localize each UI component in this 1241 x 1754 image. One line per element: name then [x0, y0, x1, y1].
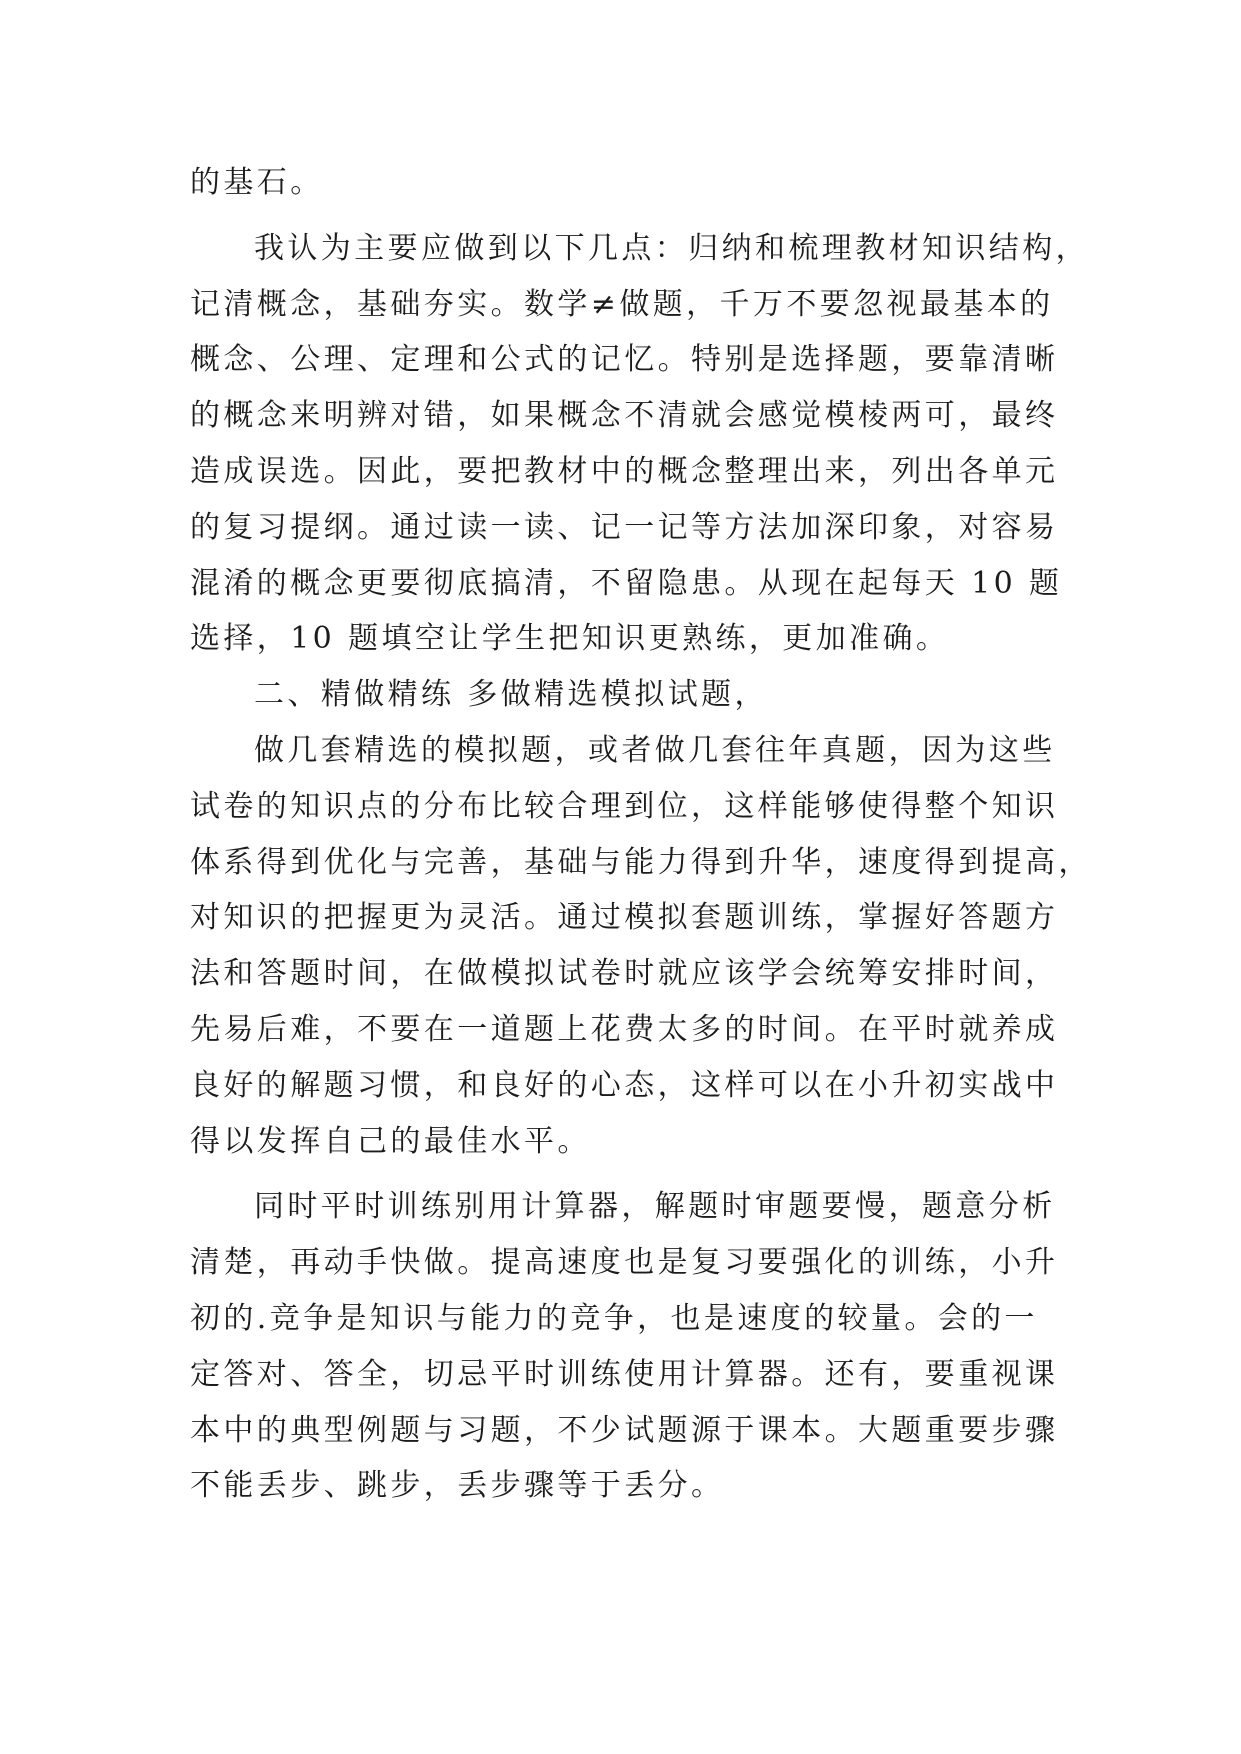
- document-body: [190, 155, 1092, 1514]
- text-line: 造成误选。因此，要把教材中的概念整理出来，列出各单元: [190, 453, 1059, 489]
- text-line: 清楚，再动手快做。提高速度也是复习要强化的训练，小升: [190, 1245, 1059, 1281]
- text-line: 先易后难，不要在一道题上花费太多的时间。在平时就养成: [190, 1011, 1059, 1047]
- text-line: 不能丢步、跳步，丢步骤等于丢分。: [190, 1468, 725, 1504]
- text-line: 体系得到优化与完善，基础与能力得到升华，速度得到提高，: [190, 844, 1092, 880]
- text-line: 混淆的概念更要彻底搞清，不留隐患。从现在起每天 10 题: [190, 565, 1063, 601]
- text-line: 的基石。: [190, 165, 324, 200]
- text-line: 试卷的知识点的分布比较合理到位，这样能够使得整个知识: [190, 788, 1059, 824]
- text-line: 法和答题时间，在做模拟试卷时就应该学会统筹安排时间，: [190, 956, 1059, 992]
- text-line: 初的.竞争是知识与能力的竞争，也是速度的较量。会的一: [190, 1300, 1038, 1336]
- section-heading: 二、精做精练 多做精选模拟试题，: [254, 677, 768, 713]
- text-line: 概念、公理、定理和公式的记忆。特别是选择题，要靠清晰: [190, 342, 1059, 378]
- paragraph-start-line: 同时平时训练别用计算器，解题时审题要慢，题意分析: [254, 1189, 1056, 1225]
- text-line: 的复习提纲。通过读一读、记一记等方法加深印象，对容易: [190, 509, 1059, 545]
- text-line: 定答对、答全，切忌平时训练使用计算器。还有，要重视课: [190, 1356, 1059, 1392]
- text-line: 记清概念，基础夯实。数学≠做题，千万不要忽视最基本的: [190, 286, 1054, 322]
- text-line: 对知识的把握更为灵活。通过模拟套题训练，掌握好答题方: [190, 900, 1059, 936]
- text-line: 选择，10 题填空让学生把知识更熟练，更加准确。: [190, 621, 950, 657]
- text-line: 的概念来明辨对错，如果概念不清就会感觉模棱两可，最终: [190, 398, 1059, 434]
- text-line: 良好的解题习惯，和良好的心态，这样可以在小升初实战中: [190, 1067, 1059, 1103]
- text-line: 得以发挥自己的最佳水平。: [190, 1123, 591, 1159]
- paragraph-start-line: 做几套精选的模拟题，或者做几套往年真题，因为这些: [254, 732, 1056, 768]
- paragraph-start-line: 我认为主要应做到以下几点：归纳和梳理教材知识结构，: [254, 230, 1089, 266]
- text-line: 本中的典型例题与习题，不少试题源于课本。大题重要步骤: [190, 1412, 1059, 1448]
